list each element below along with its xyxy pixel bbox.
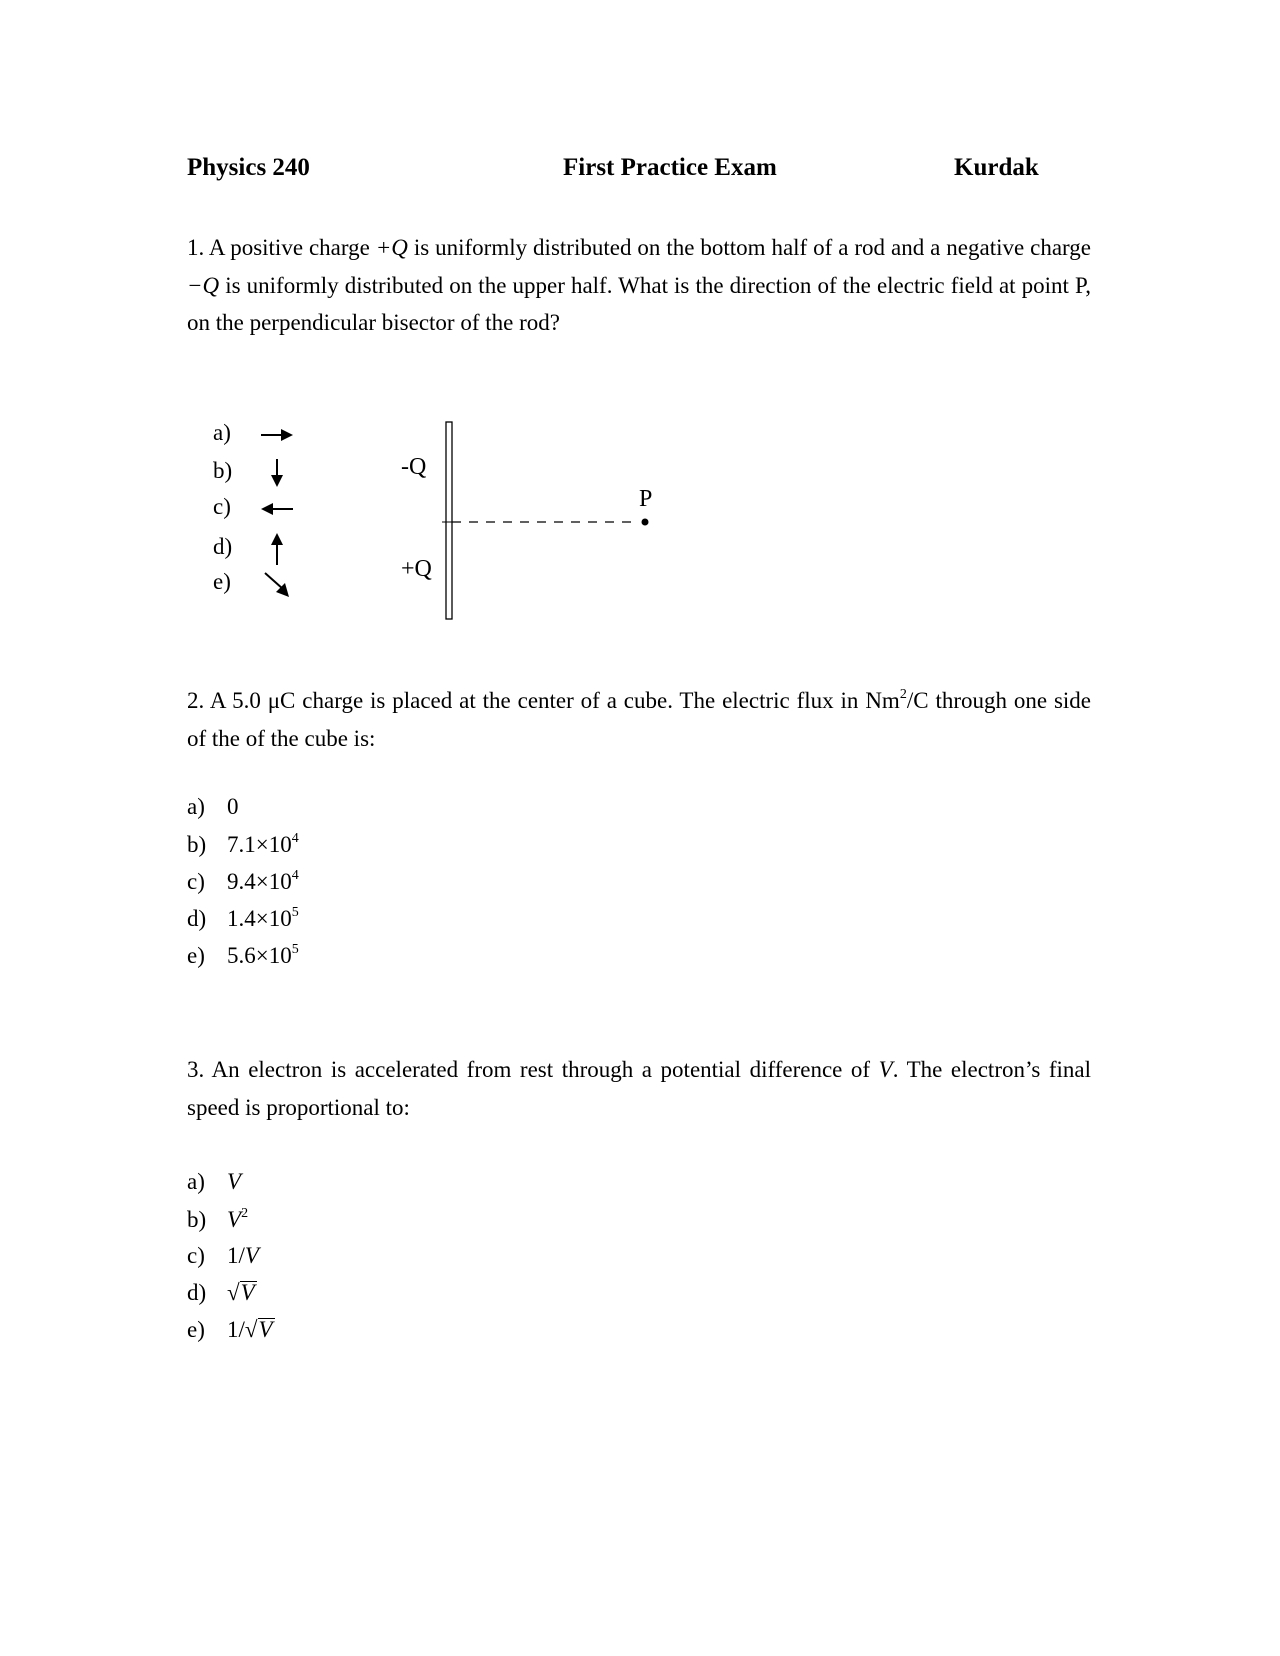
option-value: 0 [227,794,239,819]
arrow-left-icon [259,498,295,520]
option-label: d) [187,906,207,931]
potential-variable: V [878,1057,893,1082]
question-text: An electron is accelerated from rest through a potential difference of [211,1057,871,1082]
option-variable: V [227,1169,242,1194]
negative-charge-symbol: −Q [187,272,220,298]
option-label: b) [187,832,207,857]
superscript: 2 [899,687,907,702]
q3-option-d [187,1280,257,1306]
arrow-down-right-icon [259,569,295,599]
arrow-up-icon [259,531,295,567]
q3-option-e [187,1317,275,1343]
option-label: c) [187,1243,205,1268]
question-text: A 5.0 μC charge is placed at the center of a cube. The electric flux in Nm [209,688,900,713]
option-label: e) [187,943,205,968]
option-label: b) [213,458,233,484]
option-label: d) [187,1280,207,1305]
question-2-text [187,676,1091,757]
arrow-down-icon [259,457,295,489]
option-value: 5.6×10 [227,943,292,968]
option-prefix: 1/ [227,1243,245,1268]
question-1-text [187,229,1091,342]
charged-rod [446,422,452,619]
sqrt-icon: √ [244,1317,258,1342]
q3-option-a [187,1169,241,1195]
q2-option-c [187,868,299,895]
question-3-text [187,1051,1091,1126]
rod-diagram [430,410,670,625]
option-label: c) [187,869,205,894]
q2-option-d [187,905,299,932]
option-exponent: 5 [291,942,299,957]
q1-option-d [213,531,295,567]
option-label: e) [213,569,231,595]
q1-option-b [213,457,295,489]
option-label: e) [187,1317,205,1342]
question-number: 1. [187,235,205,260]
point-p-label: P [639,486,653,512]
question-text: is uniformly distributed on the upper half. What is the direction of the electric field at point P, on the perpendicular bisector of the rod? [187,272,1091,335]
option-exponent: 4 [291,831,299,846]
arrow-right-icon [259,424,295,446]
q3-option-b [187,1206,248,1233]
option-exponent: 4 [291,868,299,883]
exam-title: First Practice Exam [563,154,777,181]
option-variable: V [240,1280,255,1305]
option-label: a) [187,794,205,819]
sqrt-icon: √ [227,1280,240,1305]
question-number: 2. [187,688,205,713]
option-label: d) [213,534,233,560]
q3-option-c [187,1243,259,1269]
option-label: a) [187,1169,205,1194]
option-value: 1.4×10 [227,906,292,931]
q1-option-e [213,569,295,599]
option-label: c) [213,494,231,519]
q2-option-e [187,942,299,969]
option-exponent: 2 [241,1206,249,1221]
instructor-name: Kurdak [954,154,1039,181]
option-variable: V [244,1243,259,1268]
option-prefix: 1/ [227,1317,245,1342]
top-charge-label: -Q [401,454,427,480]
q1-option-a [213,420,295,446]
bottom-charge-label: +Q [401,556,432,582]
question-number: 3. [187,1057,205,1082]
option-variable: V [227,1207,242,1232]
question-text: is uniformly distributed on the bottom half of a rod and a negative charge [413,235,1091,260]
q2-option-a [187,794,239,820]
option-label: a) [213,420,231,445]
point-p-dot [642,519,649,526]
q2-option-b [187,831,299,858]
positive-charge-symbol: +Q [375,235,408,260]
course-name: Physics 240 [187,154,310,181]
option-label: b) [187,1207,207,1232]
option-value: 7.1×10 [227,832,292,857]
q1-option-c [213,494,295,520]
option-value: 9.4×10 [227,869,292,894]
question-text: /C through one side of the of the cube is: [187,688,1092,751]
question-text: . The electron’s final speed is proportional to: [187,1057,1092,1120]
question-text: A positive charge [208,235,370,260]
option-exponent: 5 [291,905,299,920]
option-variable: V [258,1317,273,1342]
